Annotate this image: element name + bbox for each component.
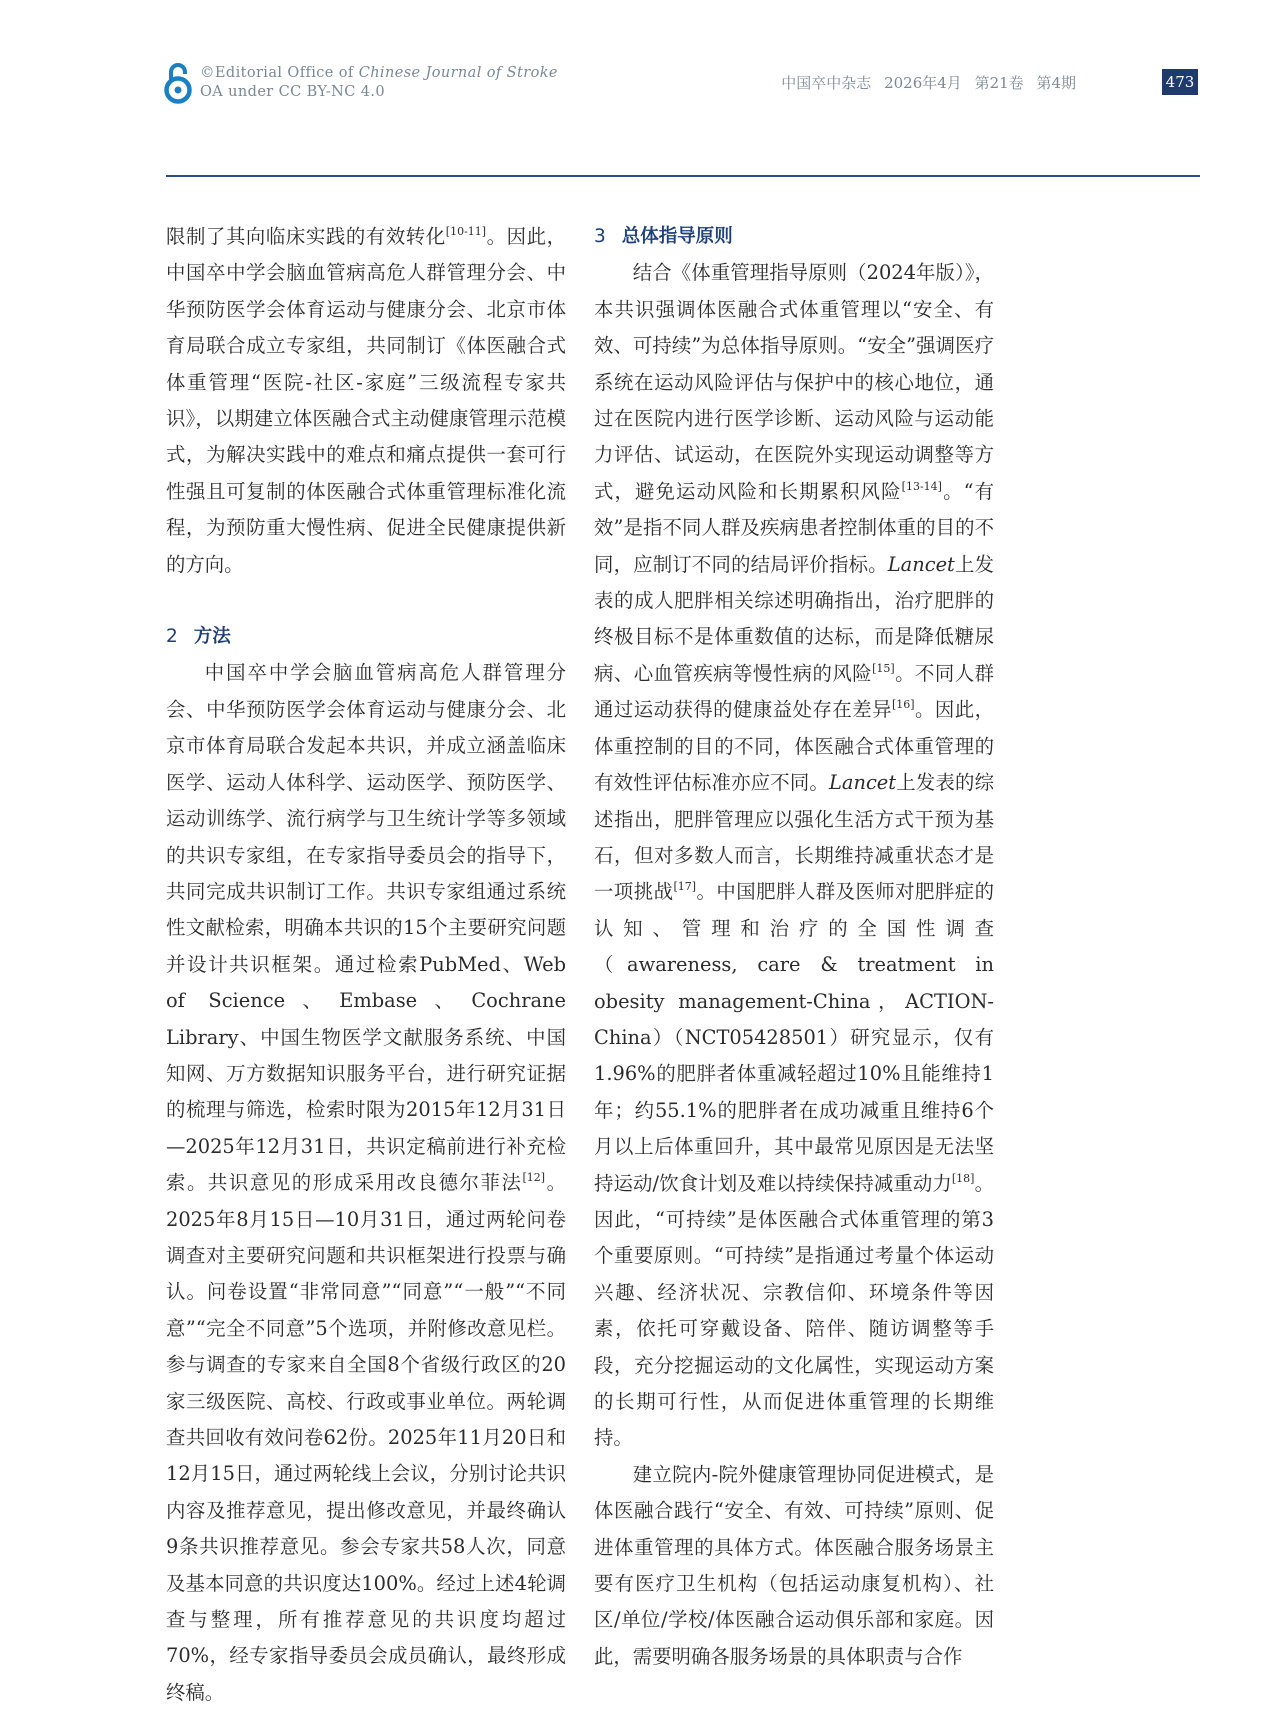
journal-italic: Lancet: [829, 771, 897, 795]
section-title: 总体指导原则: [621, 226, 733, 247]
citation: [17]: [673, 880, 697, 894]
copyright-notice: [200, 64, 558, 102]
header-divider: [166, 175, 1200, 177]
section-heading-methods: [166, 619, 566, 655]
section-number: 3: [594, 226, 606, 247]
copyright-prefix: ©Editorial Office of: [200, 65, 354, 81]
volume: 第21卷: [974, 74, 1024, 92]
journal-name-cn: 中国卒中杂志: [781, 74, 872, 92]
page-header: [0, 0, 1276, 180]
page-number: 473: [1162, 69, 1198, 95]
citation: [18]: [951, 1171, 975, 1185]
citation: [15]: [872, 661, 895, 675]
right-column: [594, 219, 994, 1675]
principles-paragraph: 结合《体重管理指导原则（2024年版）》，本共识强调体医融合式体重管理以“安全、有效、可持续”为总体指导原则。“安全”强调医疗系统在运动风险评估与保护中的核心地位，通过在医院内进行医学诊断、运动风险与运动能力评估、试运动，在医院外实现运动调整等方式，避免运动风险和长期累积风险[13-14]。“有效”是指不同人群及疾病患者控制体重的目的不同，应制订不同的结局评价指标。Lancet上发表的成人肥胖相关综述明确指出，治疗肥胖的终极目标不是体重数值的达标，而是降低糖尿病、心血管疾病等慢性病的风险[15]。不同人群通过运动获得的健康益处存在差异[16]。因此，体重控制的目的不同，体医融合式体重管理的有效性评估标准亦应不同。Lancet上发表的综述指出，肥胖管理应以强化生活方式干预为基石，但对多数人而言，长期维持减重状态才是一项挑战[17]。中国肥胖人群及医师对肥胖症的认知、管理和治疗的全国性调查（awareness, care & treatment in obesity management-China，ACTION-China）（NCT05428501）研究显示，仅有1.96%的肥胖者体重减轻超过10%且能维持1年；约55.1%的肥胖者在成功减重且维持6个月以上后体重回升，其中最常见原因是无法坚持运动/饮食计划及难以持续保持减重动力[18]。因此，“可持续”是体医融合式体重管理的第3个重要原则。“可持续”是指通过考量个体运动兴趣、经济状况、宗教信仰、环境条件等因素，依托可穿戴设备、陪伴、随访调整等手段，充分挖掘运动的文化属性，实现运动方案的长期可行性，从而促进体重管理的长期维持。: [594, 261, 995, 1450]
left-column: [166, 219, 566, 1711]
methods-paragraph: 中国卒中学会脑血管病高危人群管理分会、中华预防医学会体育运动与健康分会、北京市体育局联合发起本共识，并成立涵盖临床医学、运动人体科学、运动医学、预防医学、运动训练学、流行病学与卫生统计学等多领域的共识专家组，在专家指导委员会的指导下，共同完成共识制订工作。共识专家组通过系统性文献检索，明确本共识的15个主要研究问题并设计共识框架。通过检索PubMed、Web of Science、Embase、Cochrane Library、中国生物医学文献服务系统、中国知网、万方数据知识服务平台，进行研究证据的梳理与筛选，检索时限为2015年12月31日—2025年12月31日，共识定稿前进行补充检索。共识意见的形成采用改良德尔菲法[12]。2025年8月15日—10月31日，通过两轮问卷调查对主要研究问题和共识框架进行投票与确认。问卷设置“非常同意”“同意”“一般”“不同意”“完全不同意”5个选项，并附修改意见栏。参与调查的专家来自全国8个省级行政区的20家三级医院、高校、行政或事业单位。两轮调查共回收有效问卷62份。2025年11月20日和12月15日，通过两轮线上会议，分别讨论共识内容及推荐意见，提出修改意见，并最终确认9条共识推荐意见。参会专家共58人次，同意及基本同意的共识度达100%。经过上述4轮调查与整理，所有推荐意见的共识度均超过70%，经专家指导委员会成员确认，最终形成终稿。: [166, 661, 567, 1704]
issue-date: 2026年4月: [884, 74, 962, 92]
section-title: 方法: [193, 626, 231, 648]
citation: [16]: [891, 698, 915, 712]
issue: 第4期: [1036, 74, 1076, 92]
journal-name-en: Chinese Journal of Stroke: [358, 65, 558, 81]
open-access-lock-icon: [164, 60, 192, 104]
collaboration-paragraph: 建立院内-院外健康管理协同促进模式，是体医融合践行“安全、有效、可持续”原则、促进体重管理的具体方式。体医融合服务场景主要有医疗卫生机构（包括运动康复机构）、社区/单位/学校/体医融合运动俱乐部和家庭。因此，需要明确各服务场景的具体职责与合作: [594, 1462, 994, 1668]
citation: [12]: [522, 1171, 546, 1185]
section-heading-principles: [594, 219, 994, 255]
intro-paragraph: 限制了其向临床实践的有效转化[10-11]。因此，中国卒中学会脑血管病高危人群管理分会、中华预防医学会体育运动与健康分会、北京市体育局联合成立专家组，共同制订《体医融合式体重管理“医院-社区-家庭”三级流程专家共识》，以期建立体医融合式主动健康管理示范模式，为解决实践中的难点和痛点提供一套可行性强且可复制的体医融合式体重管理标准化流程，为预防重大慢性病、促进全民健康提供新的方向。: [166, 225, 567, 576]
journal-info: [773, 72, 1076, 93]
license-text: OA under CC BY-NC 4.0: [200, 84, 385, 100]
journal-italic: Lancet: [887, 552, 955, 576]
citation: [10-11]: [445, 225, 487, 238]
section-number: 2: [166, 626, 178, 648]
citation: [13-14]: [901, 479, 942, 493]
spacer: [166, 583, 566, 619]
